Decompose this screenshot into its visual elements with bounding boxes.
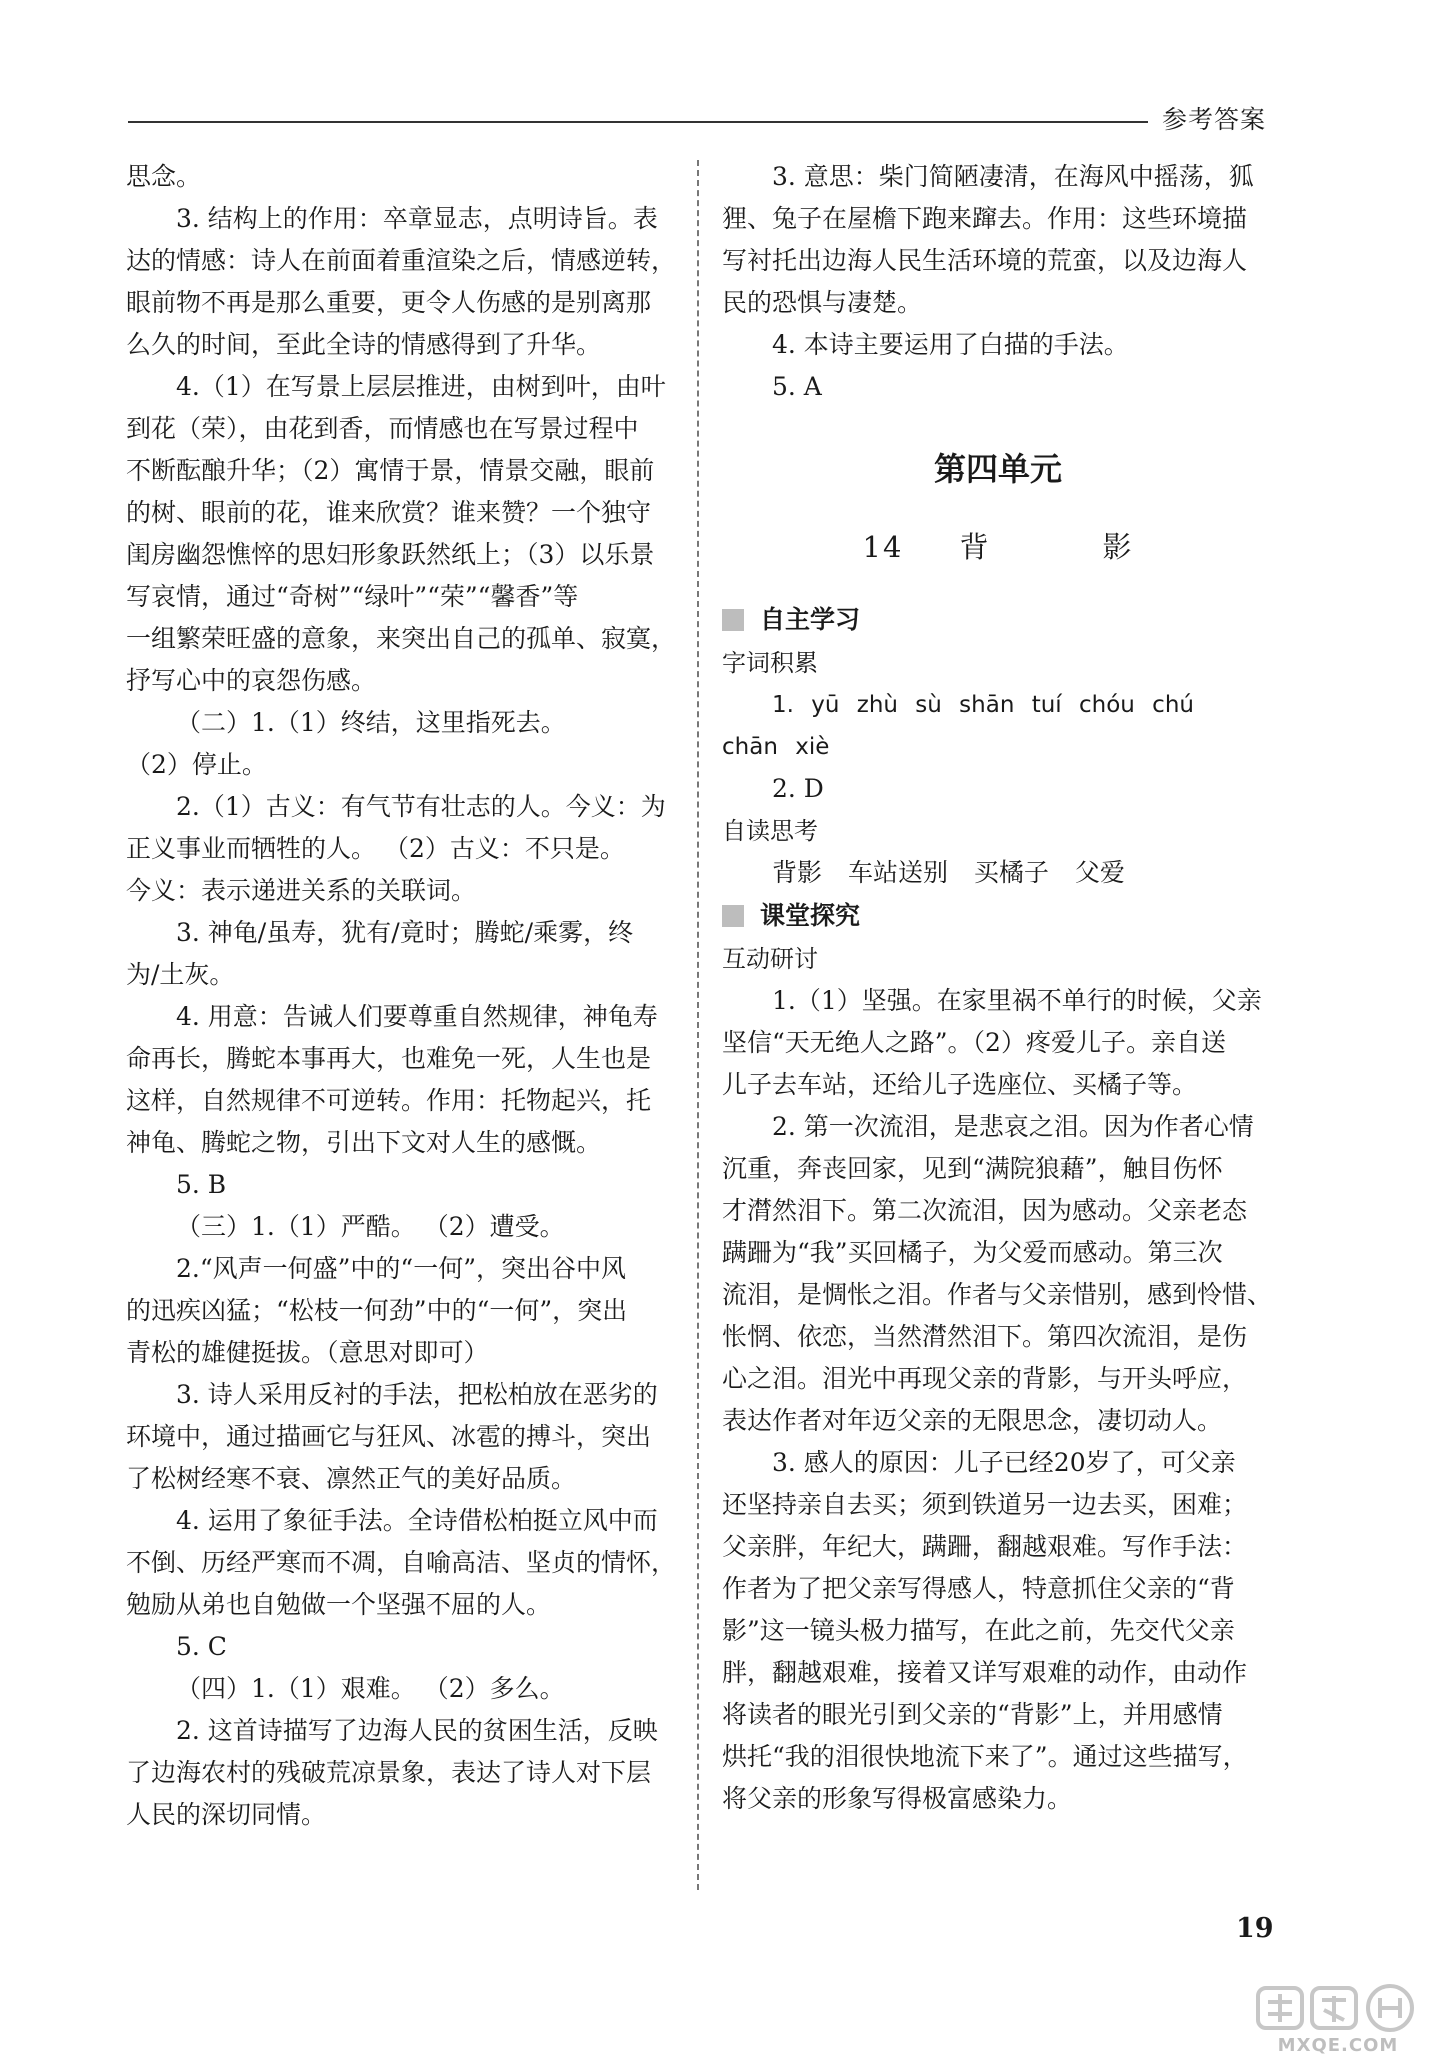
text-line: （三）1.（1）严酷。 （2）遭受。 (176, 1212, 565, 1241)
text-line: 写衬托出边海人民生活环境的荒蛮，以及边海人 (722, 246, 1248, 275)
text-line: 表达作者对年迈父亲的无限思念，凄切动人。 (722, 1406, 1223, 1435)
text-line: 青松的雄健挺拔。（意思对即可） (126, 1338, 489, 1367)
text-line: 才潸然泪下。第二次流泪，因为感动。父亲老态 (722, 1196, 1248, 1225)
text-line: 3. 诗人采用反衬的手法，把松柏放在恶劣的 (176, 1380, 658, 1409)
text-line: 4. 用意：告诫人们要尊重自然规律，神龟寿 (176, 1002, 658, 1031)
text-line: 不倒、历经严寒而不凋，自喻高洁、坚贞的情怀， (126, 1548, 677, 1577)
text-line: 为/土灰。 (126, 960, 235, 989)
text-line: 一组繁荣旺盛的意象，来突出自己的孤单、寂寞， (126, 624, 677, 653)
section-heading-self-study (722, 598, 1274, 642)
text-line: 1.（1）坚强。在家里祸不单行的时候，父亲 (772, 986, 1262, 1015)
text-line: 5. A (772, 372, 822, 401)
pinyin-answer-line: 1. yū zhù sù shān tuí chóu chú (772, 692, 1194, 718)
header-label: 参考答案 (1162, 105, 1267, 134)
text-line: 3. 感人的原因：儿子已经20岁了，可父亲 (772, 1448, 1236, 1477)
text-line: 正义事业而牺牲的人。 （2）古义：不只是。 (126, 834, 625, 863)
text-line: 狸、兔子在屋檐下跑来蹿去。作用：这些环境描 (722, 204, 1248, 233)
text-line: 将父亲的形象写得极富感染力。 (722, 1784, 1073, 1813)
lesson-title-char-2: 影 (1102, 530, 1134, 564)
text-line: 达的情感：诗人在前面着重渲染之后，情感逆转， (126, 246, 677, 275)
section-marker-icon (722, 609, 744, 631)
subheading-interactive-discussion: 互动研讨 (722, 945, 818, 973)
text-line: 闺房幽怨憔悴的思妇形象跃然纸上；（3）以乐景 (126, 540, 655, 569)
text-line: 3. 结构上的作用：卒章显志，点明诗旨。表 (176, 204, 658, 233)
lesson-title-char-1: 背 (959, 530, 991, 564)
text-line: 4. 运用了象征手法。全诗借松柏挺立风中而 (176, 1506, 658, 1535)
text-line: 人民的深切同情。 (126, 1800, 327, 1829)
column-divider (697, 160, 699, 1890)
text-line: 4. 本诗主要运用了白描的手法。 (772, 330, 1129, 359)
subheading-reading-reflection: 自读思考 (722, 817, 818, 845)
text-line: 到花（荣），由花到香，而情感也在写景过程中 (126, 414, 639, 443)
text-line: （四）1.（1）艰难。 （2）多么。 (176, 1674, 565, 1703)
text-line: 民的恐惧与凄楚。 (722, 288, 923, 317)
text-line: 么久的时间，至此全诗的情感得到了升华。 (126, 330, 602, 359)
text-line: 不断酝酿升华；（2）寓情于景，情景交融，眼前 (126, 456, 655, 485)
section-heading-class-inquiry (722, 894, 1274, 938)
right-column (722, 156, 1274, 1820)
text-line: 影”这一镜头极力描写，在此之前，先交代父亲 (722, 1616, 1235, 1645)
text-line: 思念。 (126, 162, 202, 191)
text-line: 儿子去车站，还给儿子选座位、买橘子等。 (722, 1070, 1198, 1099)
pinyin-answer-line: chān xiè (722, 734, 830, 760)
text-line: 蹒跚为“我”买回橘子，为父爱而感动。第三次 (722, 1238, 1223, 1267)
text-line: 2.“风声一何盛”中的“一何”，突出谷中风 (176, 1254, 626, 1283)
text-line: 2.（1）古义：有气节有壮志的人。今义：为 (176, 792, 666, 821)
text-line: 3. 意思：柴门简陋凄清，在海风中摇荡，狐 (772, 162, 1254, 191)
text-line: 心之泪。泪光中再现父亲的背影，与开头呼应， (722, 1364, 1248, 1393)
text-line: 父亲胖，年纪大，蹒跚，翻越艰难。写作手法： (722, 1532, 1248, 1561)
text-line: 环境中，通过描画它与狂风、冰雹的搏斗，突出 (126, 1422, 652, 1451)
section-heading-text: 自主学习 (760, 605, 861, 634)
unit-title: 第四单元 (933, 450, 1062, 488)
text-line: 流泪，是惆怅之泪。作者与父亲惜别，感到怜惜、 (722, 1280, 1273, 1309)
text-line: （二）1.（1）终结，这里指死去。 (176, 708, 566, 737)
text-line: 5. C (176, 1632, 227, 1661)
text-line: 了松树经寒不衰、凛然正气的美好品质。 (126, 1464, 577, 1493)
text-line: 胖，翻越艰难，接着又详写艰难的动作，由动作 (722, 1658, 1248, 1687)
text-line: 还坚持亲自去买；须到铁道另一边去买，困难； (722, 1490, 1248, 1519)
text-line: 3. 神龟/虽寿，犹有/竟时；腾蛇/乘雾，终 (176, 918, 634, 947)
text-line: 坚信“天无绝人之路”。（2）疼爱儿子。亲自送 (722, 1028, 1226, 1057)
text-line: 沉重，奔丧回家，见到“满院狼藉”，触目伤怀 (722, 1154, 1223, 1183)
answer-line: 2. D (772, 774, 824, 803)
watermark (1254, 1982, 1422, 2058)
left-column (126, 156, 677, 1836)
text-line: 这样，自然规律不可逆转。作用：托物起兴，托 (126, 1086, 652, 1115)
text-line: 烘托“我的泪很快地流下来了”。通过这些描写， (722, 1742, 1248, 1771)
section-marker-icon (722, 905, 744, 927)
text-line: 作者为了把父亲写得感人，特意抓住父亲的“背 (722, 1574, 1235, 1603)
watermark-text: MXQE.COM (1277, 2035, 1399, 2056)
answer-stamp-logo-icon (1254, 1982, 1422, 2038)
text-line: 的迅疾凶猛；“松枝一何劲”中的“一何”，突出 (126, 1296, 628, 1325)
text-line: 的树、眼前的花，谁来欣赏？谁来赞？一个独守 (126, 498, 652, 527)
subheading-vocabulary: 字词积累 (722, 649, 818, 677)
right-top-block (722, 156, 1274, 408)
text-line: （2）停止。 (126, 750, 267, 779)
text-line: 2. 第一次流泪，是悲哀之泪。因为作者心情 (772, 1112, 1254, 1141)
lesson-title (722, 512, 1274, 582)
text-line: 写哀情，通过“奇树”“绿叶”“荣”“馨香”等 (126, 582, 579, 611)
page-number: 19 (1236, 1913, 1274, 1944)
text-line: 5. B (176, 1170, 227, 1199)
keywords-line: 背影 车站送别 买橘子 父爱 (772, 858, 1125, 887)
text-line: 了边海农村的残破荒凉景象，表达了诗人对下层 (126, 1758, 652, 1787)
text-line: 今义：表示递进关系的关联词。 (126, 876, 477, 905)
text-line: 勉励从弟也自勉做一个坚强不屈的人。 (126, 1590, 552, 1619)
header-rule (128, 121, 1148, 123)
lesson-number: 14 (862, 530, 904, 564)
text-line: 4.（1）在写景上层层推进，由树到叶，由叶 (176, 372, 666, 401)
text-line: 将读者的眼光引到父亲的“背影”上，并用感情 (722, 1700, 1223, 1729)
right-bottom-block (722, 980, 1274, 1820)
text-line: 神龟、腾蛇之物，引出下文对人生的感慨。 (126, 1128, 602, 1157)
text-line: 2. 这首诗描写了边海人民的贫困生活，反映 (176, 1716, 658, 1745)
text-line: 眼前物不再是那么重要，更令人伤感的是别离那 (126, 288, 652, 317)
text-line: 怅惘、依恋，当然潸然泪下。第四次流泪，是伤 (722, 1322, 1248, 1351)
section-heading-text: 课堂探究 (760, 901, 861, 930)
text-line: 抒写心中的哀怨伤感。 (126, 666, 377, 695)
text-line: 命再长，腾蛇本事再大，也难免一死，人生也是 (126, 1044, 652, 1073)
